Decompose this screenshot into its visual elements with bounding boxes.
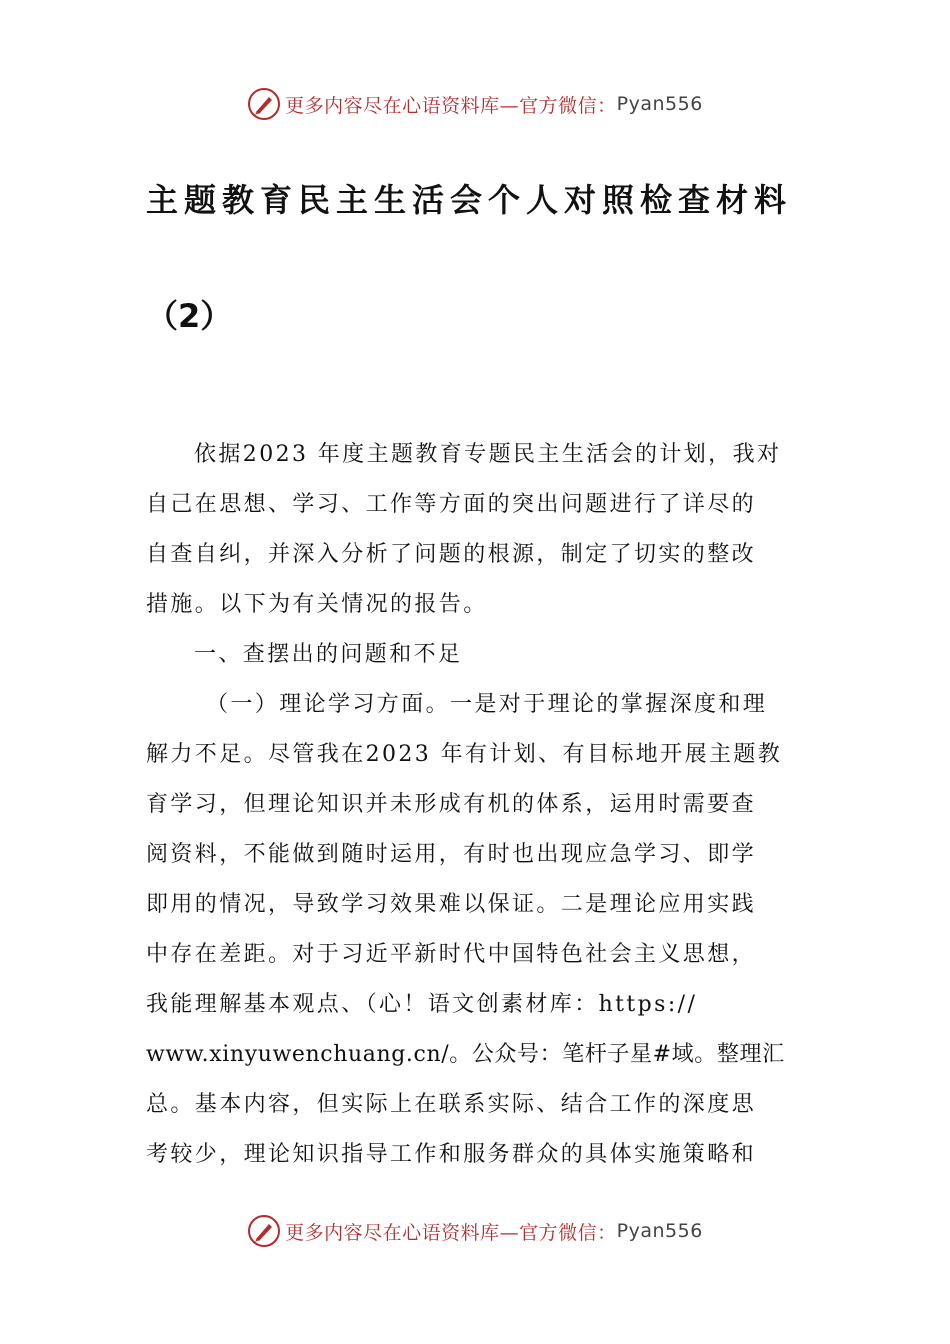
page-title: 主题教育民主生活会个人对照检查材料 [146, 181, 793, 219]
body-line: 依据2023 年度主题教育专题民主生活会的计划，我对 [194, 442, 782, 467]
body-line: 阅资料，不能做到随时运用，有时也出现应急学习、即学 [146, 842, 757, 867]
body-line: 中存在差距。对于习近平新时代中国特色社会主义思想， [146, 942, 757, 967]
watermark-text: 更多内容尽在心语资料库—官方微信： [285, 1221, 617, 1244]
watermark-banner-top [0, 84, 950, 124]
body-line: 措施。以下为有关情况的报告。 [146, 592, 488, 617]
body-line: 自己在思想、学习、工作等方面的突出问题进行了详尽的 [146, 492, 757, 517]
body-line: www.xinyuwenchuang.cn/。公众号：笔杆子星#域。整理汇 [146, 1042, 785, 1067]
watermark-wechat-id: Pyan556 [616, 1220, 703, 1242]
body-line: 考较少，理论知识指导工作和服务群众的具体实施策略和 [146, 1142, 757, 1167]
section-heading: 一、查摆出的问题和不足 [194, 642, 463, 667]
body-line: 育学习，但理论知识并未形成有机的体系，运用时需要查 [146, 792, 757, 817]
watermark-text: 更多内容尽在心语资料库—官方微信： [285, 94, 617, 117]
watermark-wechat-id: Pyan556 [616, 93, 703, 115]
pen-logo-icon [247, 1214, 281, 1248]
body-line: 自查自纠，并深入分析了问题的根源，制定了切实的整改 [146, 542, 757, 567]
body-line: 总。基本内容，但实际上在联系实际、结合工作的深度思 [146, 1092, 757, 1117]
pen-logo-icon [247, 87, 281, 121]
body-line: 解力不足。尽管我在2023 年有计划、有目标地开展主题教 [146, 742, 783, 767]
body-line: 我能理解基本观点、（心！语文创素材库：https:// [146, 992, 698, 1017]
page-subtitle: （2） [146, 297, 233, 335]
body-line: （一）理论学习方面。一是对于理论的掌握深度和理 [206, 692, 768, 717]
body-line: 即用的情况，导致学习效果难以保证。二是理论应用实践 [146, 892, 757, 917]
watermark-banner-bottom [0, 1211, 950, 1251]
document-body [146, 430, 806, 1180]
